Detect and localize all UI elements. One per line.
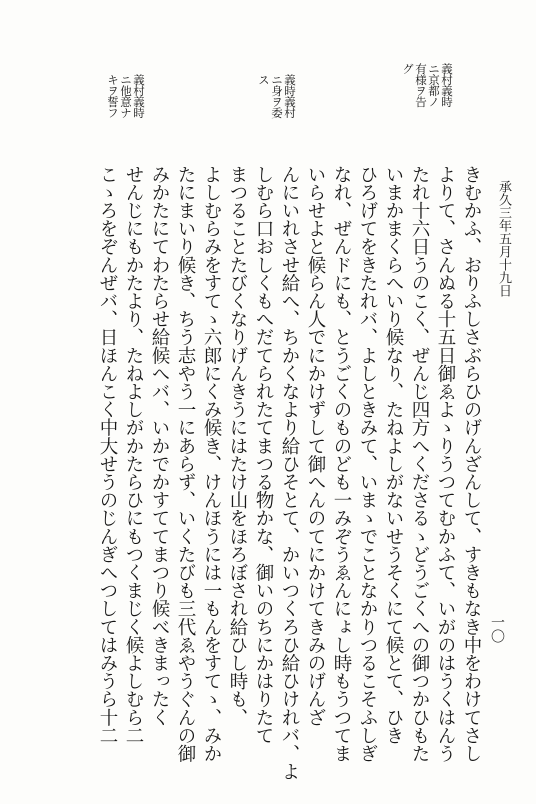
text-column: きむかふ、おりふしさぶらひのげんざんして、すきもなき中をわけてさし [461, 165, 482, 763]
date-heading: 承久三年五月十九日 [496, 180, 511, 297]
margin-note: ニ京都ノ [427, 63, 441, 107]
text-column: んにいれさせ給へ、ちかくなより給ひそとて、かいつくろひ給ひけれバ、よ [279, 165, 300, 781]
margin-note: 有様ヲ告 [414, 63, 428, 107]
text-column: よしむらみをすてゝ六郎にくみ候き、けんほうには一もんをすてゝ、みか [201, 165, 222, 763]
margin-note: 義時義村 [283, 74, 297, 118]
page-number: 一〇 [489, 615, 505, 643]
text-column: せんじにもかたより、たねよしがかたらひにもつくまじく候よしむら二 [123, 165, 144, 745]
margin-note: 義村義時 [132, 74, 146, 118]
text-column: たにまいり候き、ちう志やう一にあらず、いくたびも三代ゑやうぐんの御 [175, 165, 196, 763]
margin-note: キヲ誓フ [106, 74, 120, 118]
text-column: ひろげてをきたれバ、よしときみて、いまゝでことなかりつるこそふしぎ [357, 165, 378, 763]
margin-note: ニ他意ナ [119, 74, 133, 118]
text-column: なれ、ぜんドにも、とうごくのものども一みぞうゑんにょし時もうつてま [331, 165, 352, 763]
text-column: まつることたびくなりげんきうにはたけ山をほろぼされ給ひし時も、 [227, 165, 248, 727]
margin-note: グ [401, 63, 415, 74]
text-column: こゝろをぞんぜバ、日ほんこく中大せうのじんぎへつしてはみうら十二 [97, 165, 118, 745]
margin-note: 義村義時 [440, 63, 454, 107]
text-column: たれ十六日うのこく、ぜんじ四方へくださるゝどうごくへの御つかひもた [409, 165, 430, 763]
text-column: よりて、さんぬる十五日御ゑよゝりうつてむかふて、いがのはうくはんう [435, 165, 456, 763]
margin-note: ス [257, 74, 271, 85]
margin-note: ニ身ヲ委 [270, 74, 284, 118]
text-column: しむら口おしくもへだてられたてまつる物かな、御いのちにかはりたて [253, 165, 274, 745]
text-column: みかたにてわたらせ給候へバ、いかでかすててまつり候べきまったく [149, 165, 170, 727]
text-column: いらせよと候らん人でにかけずして御へんのてにかけてきみのげんざ [305, 165, 326, 727]
text-column: いまかまくらへいり候なり、たねよしがないせうそくにて候とて、ひき [383, 165, 404, 745]
